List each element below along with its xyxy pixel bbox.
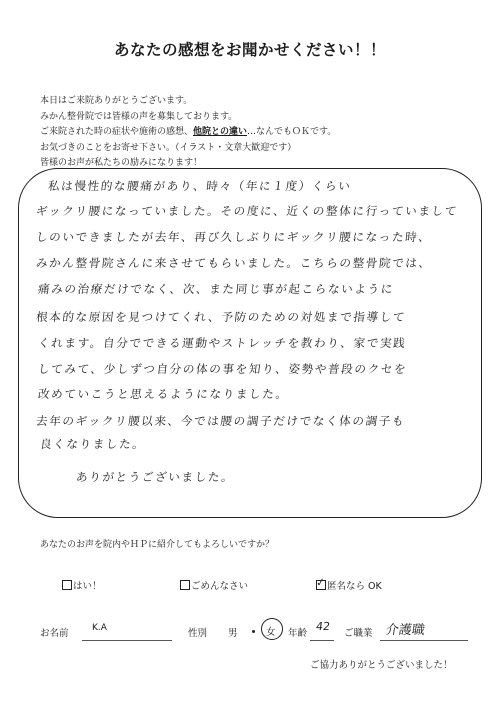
option-no-label: ごめんなさい [191,581,249,592]
intro-line-3-prefix: ご来院された時の症状や施術の感想、 [40,127,194,137]
option-no[interactable] [180,578,248,592]
job-value: 介護職 [384,623,426,638]
age-underline [310,640,334,641]
name-underline [82,640,172,641]
check-mark-icon: ✓ [315,575,327,590]
feedback-line: くれます。自分でできる運動やストレッチを教わり、家で実践 [37,336,408,350]
page-title: あなたの感想をお聞かせください！！ [113,41,386,59]
consent-question: あなたのお声を院内やＨＰに紹介してもよろしいですか？ [40,540,275,550]
gender-female: 女 [266,627,276,638]
job-label: ご職業 [344,628,373,639]
name-label: お名前 [40,628,69,639]
thank-you-note: ご協力ありがとうございました！ [310,660,453,671]
feedback-line: 痛みの治療だけでなく、次、また同じ事が起こらないように [37,282,395,296]
intro-line-3-emphasis: 他院との違い [193,127,248,137]
checkbox-yes[interactable] [62,580,72,590]
intro-line-2: みかん整骨院では皆様の声を募集しております。 [40,111,238,122]
option-anonymous-label: 匿名なら OK [327,581,382,592]
option-yes[interactable] [62,578,102,592]
feedback-line: ありがとうございました。 [75,470,236,484]
checkbox-anonymous[interactable] [315,575,327,590]
name-value: K.A [92,623,107,633]
intro-line-4: お気づきのことをお寄せ下さい。（イラスト・文章大歓迎です） [40,142,297,153]
option-yes-label: はい！ [73,581,102,592]
age-value: 42 [315,620,331,633]
checkbox-no[interactable] [180,580,190,590]
gender-separator-dot [252,630,255,633]
feedback-line: ギックリ腰になっていました。その度に、近くの整体に行っていまして [35,204,459,218]
gender-label: 性別 [188,628,208,639]
feedback-line: 良くなりました。 [39,437,147,451]
intro-line-1: 本日はご来院ありがとうございます。 [40,96,193,106]
gender-male: 男 [228,628,238,639]
feedback-line: 去年のギックリ腰以来、今では腰の調子だけでなく体の調子も [35,414,406,428]
intro-text [40,94,336,172]
feedback-line: してみて、少しずつ自分の体の事を知り、姿勢や普段のクセを [37,362,408,376]
job-underline [380,640,468,641]
feedback-line: 根本的な原因を見つけてくれ、予防のための対処まで指導して [35,310,407,324]
feedback-line: 私は慢性的な腰痛があり、時々（年に１度）くらい [47,179,353,193]
feedback-line: みかん整骨院さんに来させてもらいました。こちらの整骨院では、 [35,256,433,270]
feedback-line: しのいできましたが去年、再び久しぶりにギックリ腰になった時、 [35,230,433,244]
age-label: 年齢 [288,628,308,639]
intro-line-3-suffix: …なんでもＯＫです。 [247,127,337,137]
intro-line-3 [40,125,336,141]
feedback-line: 改めていこうと思えるようになりました。 [37,387,290,401]
intro-line-5: 皆様のお声が私たちの励みになります！ [40,158,203,168]
option-anonymous[interactable] [315,575,382,592]
